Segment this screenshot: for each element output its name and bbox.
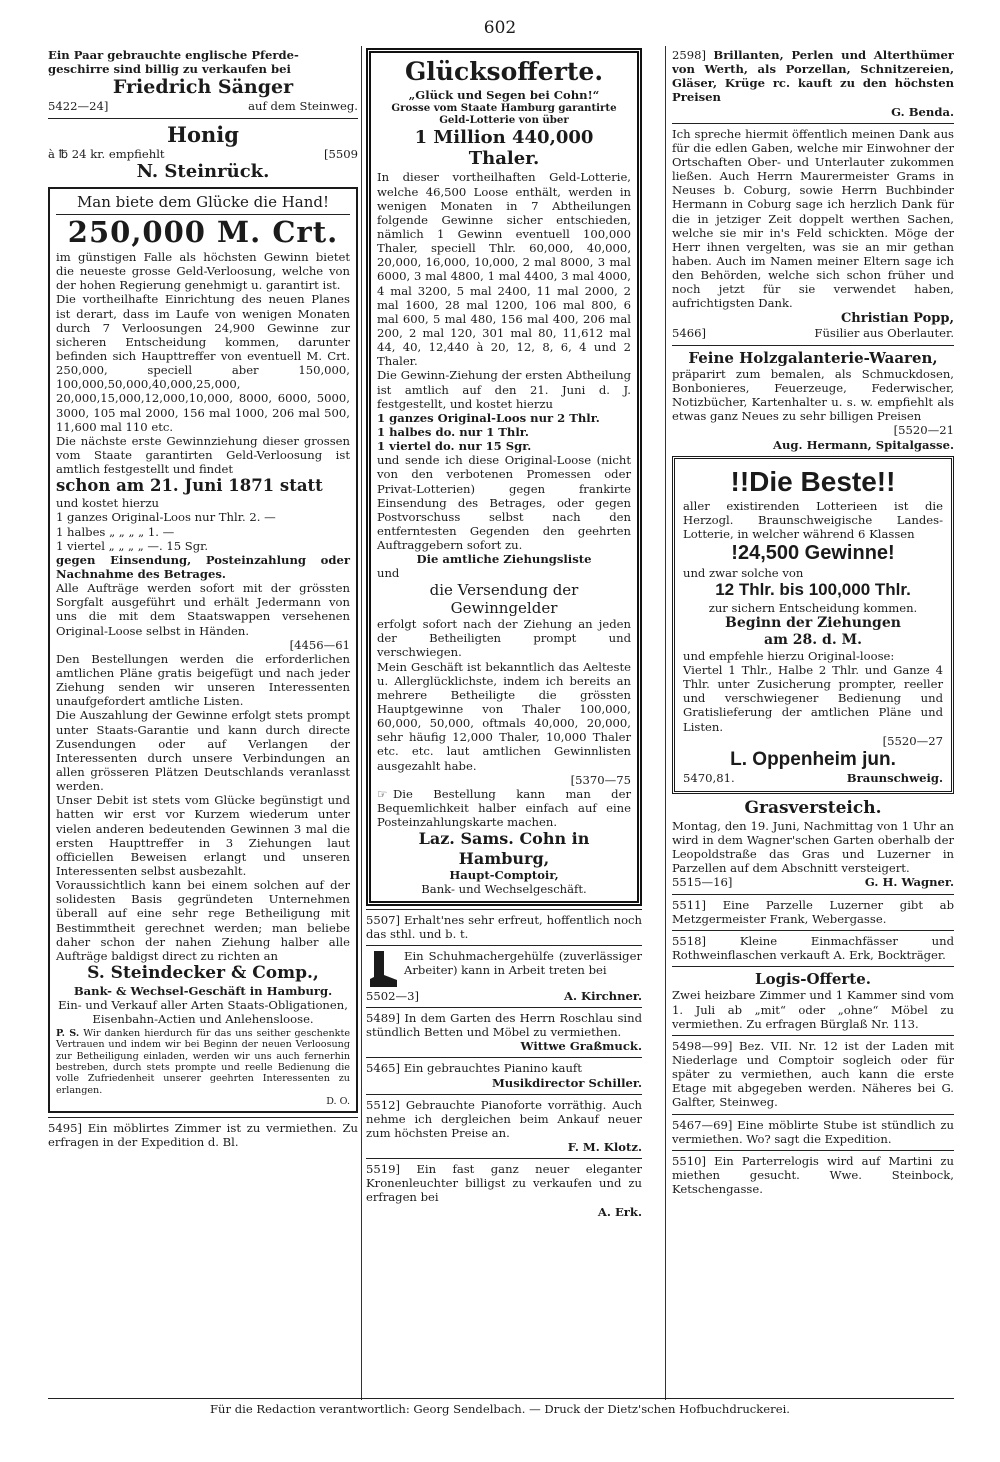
ad-text: Ein Parterrelogis wird auf Martini zu miethen gesucht. Wwe. Steinbock, Ketschengasse. bbox=[672, 1153, 954, 1197]
divider bbox=[366, 1057, 642, 1058]
ad-ref: [4456—61 bbox=[289, 637, 350, 652]
ad-line: à ℔ 24 kr. empfiehlt bbox=[48, 147, 165, 162]
ad-5518 bbox=[672, 934, 954, 962]
ad-5510 bbox=[672, 1154, 954, 1196]
ad-firm-line: Ein- und Verkauf aller Arten Staats-Obligationen, Eisenbahn-Actien und Anlehensloose. bbox=[58, 997, 348, 1026]
ad-5489 bbox=[366, 1011, 642, 1053]
ad-firm: S. Steindecker & Comp., bbox=[87, 962, 319, 983]
ad-5511 bbox=[672, 898, 954, 926]
ad-paragraph: Unser Debit ist stets vom Glücke begünstigt und hatten wir erst vor Kurzem wiederum unter vielen anderen bedeutenden Gewinnen 3 mal die ersten Haupttreffer in 3 Ziehungen laut officiellen Beweisen erlangt und unseren Interessenten selbst ausbezahlt. bbox=[56, 793, 350, 878]
ad-paragraph: gegen Einsendung, Posteinzahlung oder Nachnahme des Betrages. bbox=[56, 552, 350, 582]
ad-honey bbox=[48, 122, 358, 184]
divider bbox=[672, 1150, 954, 1151]
divider bbox=[48, 118, 358, 119]
page-number: 602 bbox=[483, 18, 517, 38]
ad-cohn-lottery bbox=[366, 48, 642, 906]
ad-firm: Laz. Sams. Cohn in Hamburg, bbox=[418, 829, 590, 868]
ad-draw-date: schon am 21. Juni 1871 statt bbox=[56, 476, 323, 496]
ad-ref: 5422—24] bbox=[48, 99, 109, 114]
left-column bbox=[48, 48, 358, 1400]
ad-sign: G. Benda. bbox=[891, 104, 954, 119]
ad-ref: 5507] bbox=[366, 912, 401, 927]
ad-5507 bbox=[366, 913, 642, 941]
ad-paragraph: Die vortheilhafte Einrichtung des neuen Planes ist derart, dass im Laufe von wenigen Monaten durch 7 Verloosungen 24,900 Gewinne zur sicheren Entscheidung kommen, darunter befinden sich Haupttreffer von eventuell M. Crt. 250,000, speciell aber 150,000, 100,000,50,000,40,000,25,000, 20,000,15,000,12,000,10,000, 8000, 6000, 5000, 3000, 105 mal 2000, 156 mal 1000, 206 mal 500, 11,600 mal 110 etc. bbox=[56, 292, 350, 434]
ad-oppenheim-lottery bbox=[672, 456, 954, 794]
ad-text: Brillanten, Perlen und Alterthümer von Werth, als Porzellan, Schnitzereien, Gläser, Krüge rc. kauft zu den höchsten Preisen bbox=[672, 48, 954, 105]
ad-lodging-offer bbox=[672, 970, 954, 1031]
boot-icon bbox=[366, 949, 400, 989]
ad-paragraph: Voraussichtlich kann bei einem solchen auf der solidesten Basis gegründeten Unternehmen überall auf eine sehr rege Betheiligung mit Bestimmtheit gerechnet werden; man beliebe daher schon der nahen Ziehung halber alle Aufträge baldigst direct zu richten an bbox=[56, 878, 350, 963]
ad-ref: 5519] bbox=[366, 1162, 401, 1177]
ad-paragraph: Alle Aufträge werden sofort mit der grössten Sorgfalt ausgeführt und erhält Jedermann von uns die mit dem Staatswappen versehenen Original-Loose selbst in Händen. bbox=[56, 581, 350, 638]
ad-title: Feine Holzgalanterie-Waaren, bbox=[688, 348, 938, 367]
ad-paragraph: Die nächste erste Gewinnziehung dieser grossen vom Staate garantirten Geld-Verloosung ist amtlich festgestellt und findet bbox=[56, 433, 350, 477]
pointing-hand-icon: ☞ bbox=[377, 786, 388, 801]
ad-paragraph: die Versendung der Gewinngelder bbox=[429, 580, 579, 617]
ad-paragraph: Den Bestellungen werden die erforderlichen amtlichen Pläne gratis beigefügt und nach jeder Ziehung senden wir unseren Interessenten unaufgefordert amtliche Listen. bbox=[56, 651, 350, 709]
ad-line: geschirre sind billig zu verkaufen bei bbox=[48, 62, 291, 77]
ad-paragraph: und kostet hierzu bbox=[56, 496, 160, 511]
ad-sign: F. M. Klotz. bbox=[567, 1140, 642, 1155]
ad-firm-line: Haupt-Comptoir, bbox=[449, 868, 559, 883]
ad-ref: 5495] bbox=[48, 1121, 83, 1136]
ad-text: Ein fast ganz neuer eleganter Kronenleuchter billigst zu verkaufen und zu erfragen bei bbox=[366, 1162, 642, 1205]
ad-ref: 5465] bbox=[366, 1061, 401, 1076]
ad-ref: [5370—75 bbox=[570, 772, 631, 787]
ad-ref: 5466] bbox=[672, 326, 707, 341]
ad-address: auf dem Steinweg. bbox=[248, 99, 358, 114]
divider bbox=[366, 1158, 642, 1159]
ad-text: Ein möblirtes Zimmer ist zu vermiethen. Zu erfragen in der Expedition d. Bl. bbox=[48, 1121, 358, 1150]
ad-text: Eine möblirte Stube ist stündlich zu vermiethen. Wo? sagt die Expedition. bbox=[672, 1117, 954, 1146]
ad-subtitle: Grosse vom Staate Hamburg garantirte bbox=[391, 101, 617, 114]
ad-paragraph: und zwar solche von bbox=[683, 565, 804, 580]
ad-subtitle: „Glück und Segen bei Cohn!“ bbox=[408, 87, 600, 102]
column-divider bbox=[665, 46, 666, 1400]
ad-price: 1 ganzes Original-Loos nur 2 Thlr. bbox=[377, 410, 600, 425]
ad-5498 bbox=[672, 1039, 954, 1110]
ad-name: Friedrich Sänger bbox=[112, 76, 294, 99]
ad-amount: !24,500 Gewinne! bbox=[731, 542, 895, 565]
ad-sign: Wittwe Graßmuck. bbox=[520, 1039, 642, 1054]
ad-5467 bbox=[672, 1118, 954, 1146]
ad-amount: 1 Million 440,000 Thaler. bbox=[414, 126, 594, 170]
ad-paragraph: und bbox=[377, 566, 400, 581]
ad-text: Kleine Einmachfässer und Rothweinflaschen verkauft A. Erk, Bockträger. bbox=[672, 933, 954, 962]
ad-paragraph: Die Auszahlung der Gewinne erfolgt stets prompt unter Staats-Garantie und kann durch directe Zusendungen oder auf Verlangen der Interessenten durch unsere Verbindungen an allen grösseren Plätzen Deutschlands veranlasst werden. bbox=[56, 708, 350, 794]
column-divider bbox=[361, 46, 362, 1400]
ad-title: Glücksofferte. bbox=[404, 57, 604, 86]
ad-ps-label: P. S. bbox=[56, 1028, 80, 1040]
divider bbox=[672, 930, 954, 931]
divider bbox=[672, 345, 954, 346]
ad-2598 bbox=[672, 48, 954, 119]
ad-5465 bbox=[366, 1061, 642, 1089]
ad-ref: 5470,81. bbox=[683, 770, 735, 785]
ad-text: In dem Garten des Herrn Roschlau sind stündlich Betten und Möbel zu vermiethen. bbox=[366, 1010, 642, 1040]
ad-price: 1 ganzes Original-Loos nur Thlr. 2. — bbox=[56, 510, 276, 525]
ad-ps-sign: D. O. bbox=[326, 1096, 350, 1108]
ad-ref: 5511] bbox=[672, 897, 707, 912]
ad-paragraph: zur sichern Entscheidung kommen. bbox=[708, 600, 918, 615]
ad-ref: [5509 bbox=[323, 147, 358, 162]
ad-paragraph: Die Gewinn-Ziehung der ersten Abtheilung ist amtlich auf den 21. Juni d. J. festgestellt, und kostet hierzu bbox=[377, 368, 631, 411]
ad-firm: L. Oppenheim jun. bbox=[730, 748, 896, 770]
ad-ref: 5512] bbox=[366, 1097, 401, 1112]
divider bbox=[672, 966, 954, 967]
ad-text: Montag, den 19. Juni, Nachmittag von 1 Uhr an wird in dem Wagner'schen Garten oberhalb der Leopoldstraße das Gras und Luzerner in Parzellen auf dem Abschnitt versteigert. bbox=[672, 818, 954, 876]
ad-steindecker-lottery bbox=[48, 187, 358, 1113]
ad-ref: 5502—3] bbox=[366, 988, 419, 1003]
ad-paragraph: und sende ich diese Original-Loose (nicht von den verbotenen Promessen oder Privat-Lotterien) gegen frankirte Einsendung des Betrages, oder gegen Postvorschuss selbst nach den entferntesten Gegenden den geehrten Auftraggebern sofort zu. bbox=[377, 453, 631, 553]
ad-paragraph: aller existirenden Lotterieen ist die Herzogl. Braunschweigische Landes-Lotterie, in welcher während 6 Klassen bbox=[683, 498, 943, 542]
ad-range: 12 Thlr. bis 100,000 Thlr. bbox=[715, 579, 911, 599]
ad-ref: 5467—69] bbox=[672, 1117, 733, 1132]
ad-ref: [5520—27 bbox=[882, 733, 943, 748]
ad-sign: G. H. Wagner. bbox=[864, 875, 954, 890]
divider bbox=[672, 123, 954, 124]
ad-text: Bez. VII. Nr. 12 ist der Laden mit Niederlage und Comptoir sogleich oder für später zu vermiethen, auch kann die erste Etage mit abgegeben werden. Näheres bei G. Galfter, Steinweg. bbox=[672, 1038, 954, 1110]
ad-text: Erhalt'nes sehr erfreut, hoffentlich noch das sthl. und b. t. bbox=[366, 912, 642, 941]
ad-shoemaker bbox=[366, 949, 642, 1003]
ad-title: !!Die Beste!! bbox=[730, 465, 896, 497]
ad-text: Gebrauchte Pianoforte vorräthig. Auch nehme ich dergleichen beim Ankauf neuer zum höchsten Preise an. bbox=[366, 1097, 642, 1140]
ad-horse-harness bbox=[48, 48, 358, 114]
ad-line: Füsilier aus Oberlauter. bbox=[814, 326, 954, 341]
ad-amount: 250,000 M. Crt. bbox=[67, 214, 339, 249]
ad-firm-line: Bank- und Wechselgeschäft. bbox=[421, 882, 587, 897]
ad-sign: A. Erk. bbox=[597, 1204, 642, 1219]
right-column bbox=[672, 48, 954, 1400]
ad-sign: A. Kirchner. bbox=[563, 988, 642, 1003]
ad-paragraph: Die Bestellung kann man der Bequemlichkeit halber einfach auf eine Posteinzahlungskarte machen. bbox=[377, 786, 631, 830]
ad-name: N. Steinrück. bbox=[136, 161, 270, 183]
ad-price: 1 halbes „ „ „ „ 1. — bbox=[56, 524, 175, 539]
divider bbox=[366, 1007, 642, 1008]
ad-text: Eine Parzelle Luzerner gibt ab Metzgermeister Frank, Webergasse. bbox=[672, 897, 954, 926]
ad-paragraph: Viertel 1 Thlr., Halbe 2 Thlr. und Ganze 4 Thlr. unter Zusicherung prompter, reeller und verschwiegener Bedienung und Gratislieferung der amtlichen Pläne und Listen. bbox=[683, 662, 943, 734]
ad-price: 1 viertel do. nur 15 Sgr. bbox=[377, 439, 532, 454]
imprint-footer: Für die Redaction verantwortlich: Georg Sendelbach. — Druck der Dietz'schen Hofbuchdruckerei. bbox=[210, 1402, 790, 1416]
ad-5512 bbox=[366, 1098, 642, 1155]
ad-ref: 2598] bbox=[672, 48, 707, 62]
ad-ref: 5518] bbox=[672, 933, 707, 948]
divider bbox=[672, 1114, 954, 1115]
ad-ref: 5515—16] bbox=[672, 875, 733, 890]
divider bbox=[366, 1094, 642, 1095]
ad-paragraph: Mein Geschäft ist bekanntlich das Aelteste u. Allerglücklichste, indem ich bereits an mehrere Betheiligte die grössten Hauptgewinne von Thaler 100,000, 60,000, 50,000, oftmals 40,000, 20,000, sehr häufig 12,000 Thaler, 10,000 Thaler etc. etc. laut amtlichen Gewinnlisten ausgezahlt habe. bbox=[377, 659, 631, 773]
ad-price: 1 viertel „ „ „ „ —. 15 Sgr. bbox=[56, 538, 209, 553]
ad-title: Honig bbox=[167, 121, 239, 147]
ad-subtitle: Geld-Lotterie von über bbox=[439, 114, 569, 127]
ad-city: Braunschweig. bbox=[846, 770, 943, 785]
ad-line: Ein Paar gebrauchte englische Pferde- bbox=[48, 48, 299, 62]
ad-ref: 5489] bbox=[366, 1010, 401, 1025]
ad-text: Ich spreche hiermit öffentlich meinen Dank aus für die edlen Gaben, welche mir Einwohner der Ortschaften Ober- und Unterlauter zukommen ließen. Auch Herrn Maurermeister Grams in Neuses b. Coburg, sowie Herrn Buchbinder Hermann in Coburg sage ich herzlich Dank für die in jetziger Zeit doppelt werthen Sachen, welche sie mir in's Feld schickten. Möge der Herr ihnen vergelten, was sie an mir gethan haben. Auch im Namen meiner Eltern sage ich den Behörden, welche sich schon früher und noch jetzt für sie verwendet haben, aufrichtigsten Dank. bbox=[672, 126, 954, 311]
ad-price: 1 halbes do. nur 1 Thlr. bbox=[377, 424, 529, 439]
ad-title: Grasversteich. bbox=[744, 798, 882, 819]
ad-ref: 5498—99] bbox=[672, 1038, 733, 1053]
ad-paragraph: im günstigen Falle als höchsten Gewinn bietet die neueste grosse Geld-Verloosung, welche von der hohen Regierung genehmigt u. garantirt ist. bbox=[56, 249, 350, 293]
ad-paragraph: erfolgt sofort nach der Ziehung an jeden der Betheiligten prompt und verschwiegen. bbox=[377, 617, 631, 660]
ad-thanks-popp bbox=[672, 127, 954, 341]
ad-text: präparirt zum bemalen, als Schmuckdosen, Bonbonieres, Feuerzeuge, Federwischer, Notizbücher, Kartenhalter u. s. w. empfiehlt als etwas ganz Neues zu sehr billigen Preisen bbox=[672, 366, 954, 424]
ad-text: Ein Schuhmachergehülfe (zuverlässiger Arbeiter) kann in Arbeit treten bei bbox=[404, 948, 642, 977]
ad-ref: 5510] bbox=[672, 1153, 707, 1168]
ad-paragraph: und empfehle hierzu Original-loose: bbox=[683, 648, 895, 663]
footer-divider bbox=[48, 1398, 954, 1399]
ad-paragraph: Beginn der Ziehungen bbox=[725, 614, 901, 631]
ad-woodware bbox=[672, 349, 954, 452]
ad-ref: [5520—21 bbox=[893, 423, 954, 438]
divider bbox=[366, 909, 642, 910]
divider bbox=[366, 945, 642, 946]
ad-paragraph: Die amtliche Ziehungsliste bbox=[416, 552, 592, 567]
ad-headline: Man biete dem Glücke die Hand! bbox=[56, 193, 350, 214]
ad-ps-text: Wir danken hierdurch für das uns seither geschenkte Vertrauen und indem wir bei Beginn der neuen Verloosung zur Betheiligung einladen, werden wir uns auch fernerhin bestreben, durch stets prompte und reelle Bedienung die volle Zufriedenheit unserer geehrten Interessenten zu erlangen. bbox=[56, 1028, 351, 1096]
ad-paragraph: am 28. d. M. bbox=[764, 631, 862, 648]
ad-name: Christian Popp, bbox=[840, 310, 954, 326]
ad-text: Ein gebrauchtes Pianino kauft bbox=[403, 1061, 582, 1076]
ad-sign: Musikdirector Schiller. bbox=[491, 1075, 642, 1090]
ad-paragraph: In dieser vortheilhaften Geld-Lotterie, welche 46,500 Loose enthält, werden in wenigen Monaten in 7 Abtheilungen folgende Gewinne sicher entschieden, nämlich 1 Gewinn eventuell 100,000 Thaler, speciell Thlr. 60,000, 40,000, 20,000, 16,000, 10,000, 2 mal 8000, 3 mal 6000, 3 mal 4800, 1 mal 4400, 3 mal 4000, 4 mal 3200, 5 mal 2400, 11 mal 2000, 2 mal 1600, 28 mal 1200, 106 mal 800, 6 mal 600, 5 mal 480, 156 mal 400, 206 mal 200, 2 mal 120, 301 mal 80, 11,612 mal 44, 40, 12,440 à 20, 12, 8, 6, 4 und 2 Thaler. bbox=[377, 170, 631, 369]
ad-5519 bbox=[366, 1162, 642, 1219]
divider bbox=[672, 894, 954, 895]
ad-text: Zwei heizbare Zimmer und 1 Kammer sind vom 1. Juli ab „mit“ oder „ohne“ Möbel zu vermiethen. Zu erfragen Bürglaß Nr. 113. bbox=[672, 988, 954, 1031]
ad-firm-line: Bank- & Wechsel-Geschäft in Hamburg. bbox=[73, 983, 333, 998]
ad-sign: Aug. Hermann, Spitalgasse. bbox=[773, 437, 954, 452]
ad-grass-auction bbox=[672, 798, 954, 889]
ad-furnished-room bbox=[48, 1121, 358, 1149]
middle-column bbox=[366, 48, 642, 1400]
ad-title: Logis-Offerte. bbox=[755, 970, 871, 989]
divider bbox=[672, 1035, 954, 1036]
divider bbox=[48, 1117, 358, 1118]
